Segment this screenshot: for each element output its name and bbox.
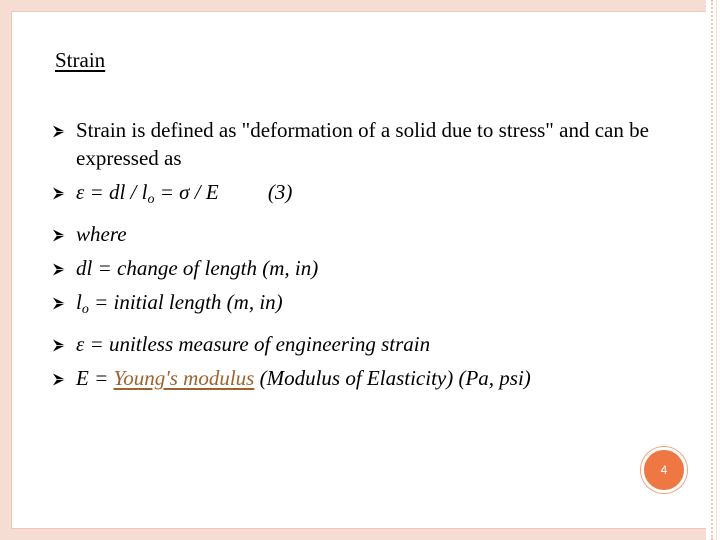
e-suffix: (Modulus of Elasticity) (Pa, psi) <box>254 366 531 390</box>
equation-number: (3) <box>267 180 293 204</box>
e-prefix: E = <box>76 366 114 390</box>
lo-definition: = initial length (m, in) <box>88 290 283 314</box>
arrowhead-bullet-icon <box>52 229 66 242</box>
arrowhead-bullet-icon <box>52 373 66 386</box>
bullet-text: ε = unitless measure of engineering strain <box>76 332 431 356</box>
lo-subscript: o <box>81 302 89 317</box>
bullet-item-where <box>52 220 682 248</box>
bullet-item-dl <box>52 254 682 282</box>
page-number: 4 <box>660 463 668 477</box>
bullet-text: dl = change of length (m, in) <box>76 256 319 280</box>
equation-subscript: o <box>147 192 155 207</box>
equation-lhs: ε = dl / l <box>76 180 148 204</box>
page-number-badge <box>641 447 687 493</box>
bullet-item-epsilon <box>52 330 682 358</box>
youngs-modulus-link[interactable]: Young's modulus <box>113 366 255 390</box>
bullet-item-equation <box>52 178 682 214</box>
lo-symbol: l <box>76 290 82 314</box>
arrowhead-bullet-icon <box>52 125 66 138</box>
bullet-list <box>52 116 682 398</box>
arrowhead-bullet-icon <box>52 339 66 352</box>
equation-rhs: = σ / E <box>154 180 219 204</box>
slide-title: Strain <box>55 48 106 72</box>
bullet-item-youngs-modulus <box>52 364 682 392</box>
bullet-item-lo <box>52 288 682 324</box>
arrowhead-bullet-icon <box>52 187 66 200</box>
bullet-text: where <box>76 222 127 246</box>
decorative-right-track <box>706 0 720 540</box>
arrowhead-bullet-icon <box>52 263 66 276</box>
bullet-item-definition <box>52 116 682 172</box>
arrowhead-bullet-icon <box>52 297 66 310</box>
bullet-text: Strain is defined as "deformation of a solid due to stress" and can be expressed as <box>76 118 649 170</box>
